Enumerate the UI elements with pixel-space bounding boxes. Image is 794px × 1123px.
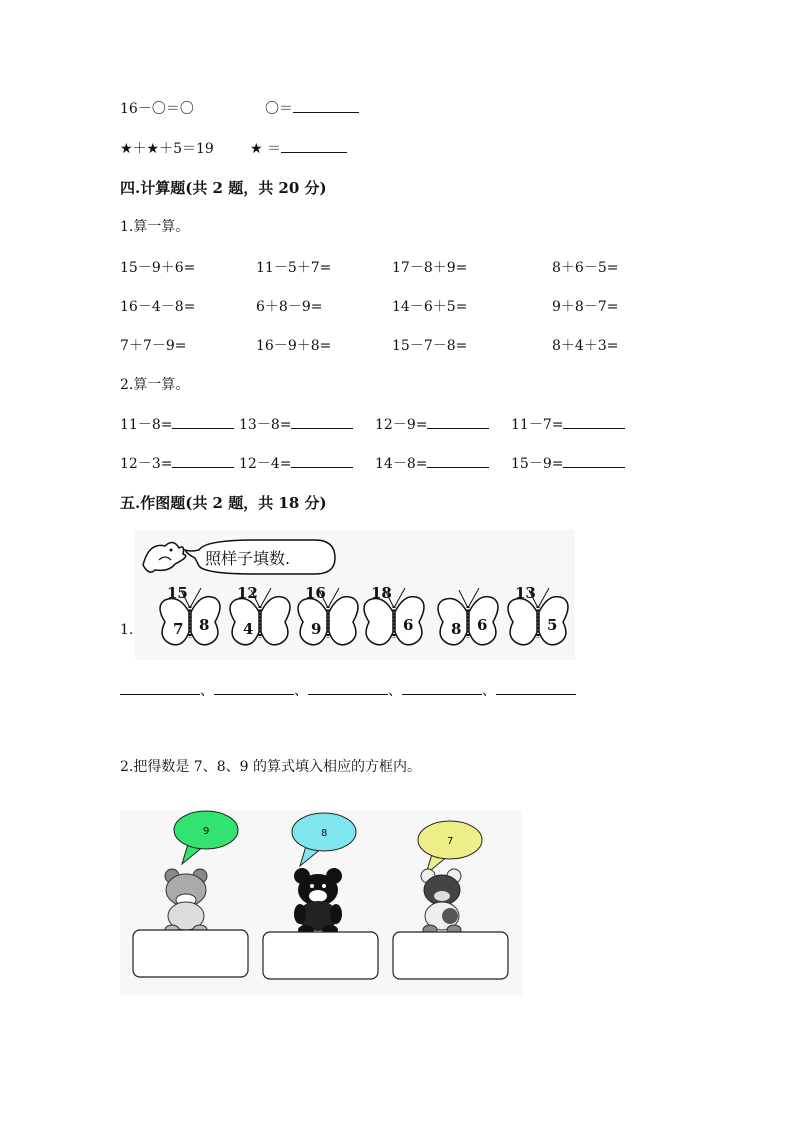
answer-blank[interactable]: [308, 680, 388, 695]
answer-blank[interactable]: [172, 453, 234, 468]
fill-expression: 12－3=: [120, 456, 173, 472]
butterfly-image: [135, 530, 575, 660]
speech-text: 照样子填数.: [205, 549, 291, 568]
butterfly-left-number: 8: [451, 620, 462, 638]
butterfly-right-number: 6: [477, 616, 488, 634]
answer-blank[interactable]: [120, 680, 200, 695]
fill-item: [120, 414, 234, 434]
question-label: 1.算一算。: [120, 219, 190, 235]
answer-blank[interactable]: [172, 414, 234, 429]
fill-item: [375, 414, 489, 434]
speech-bubble: [185, 540, 335, 574]
butterfly-top-number: 15: [167, 584, 188, 602]
equation-circle: [120, 98, 194, 118]
butterfly-answers: [120, 680, 576, 700]
answer-label: 〇＝: [265, 101, 293, 117]
answer-blank[interactable]: [427, 414, 489, 429]
fill-item: [239, 453, 353, 473]
butterfly-left-number: 4: [243, 620, 254, 638]
calc-item: 9＋8－7=: [552, 299, 619, 315]
butterfly-left-number: 7: [173, 620, 184, 638]
fill-item: [120, 453, 234, 473]
fill-expression: 12－9=: [375, 417, 428, 433]
answer-label: ★ ＝: [250, 141, 282, 157]
question-number: 1.: [120, 622, 134, 638]
butterfly-right-number: 5: [547, 616, 558, 634]
answer-blank[interactable]: [214, 680, 294, 695]
answer-blank[interactable]: [563, 414, 625, 429]
answer-blank[interactable]: [427, 453, 489, 468]
calc-item: 8＋4＋3=: [552, 338, 619, 354]
calc-item: 16－4－8=: [120, 299, 196, 315]
separator: 、: [294, 683, 308, 699]
calc-item: 15－9＋6=: [120, 260, 196, 276]
fill-expression: 13－8=: [239, 417, 292, 433]
calc-item: 14－6＋5=: [392, 299, 468, 315]
calc-item: 16－9＋8=: [256, 338, 332, 354]
calc-item: 6＋8－9=: [256, 299, 323, 315]
separator: 、: [482, 683, 496, 699]
bears-image: [120, 810, 522, 995]
butterfly-top-number: 18: [371, 584, 392, 602]
equation-text: 16－〇＝〇: [120, 101, 194, 117]
answer-blank[interactable]: [402, 680, 482, 695]
answer-blank[interactable]: [293, 98, 359, 113]
fill-expression: 14－8=: [375, 456, 428, 472]
equation-text: ★＋★＋5＝19: [120, 141, 214, 157]
separator: 、: [388, 683, 402, 699]
separator: 、: [200, 683, 214, 699]
fill-item: [511, 453, 625, 473]
answer-box-9[interactable]: [133, 930, 248, 977]
butterfly-top-number: 16: [305, 584, 326, 602]
answer-blank[interactable]: [496, 680, 576, 695]
fill-expression: 11－8=: [120, 417, 173, 433]
answer-box-7[interactable]: [393, 932, 508, 979]
answer-blank[interactable]: [563, 453, 625, 468]
answer-box-8[interactable]: [263, 932, 378, 979]
calc-item: 11－5＋7=: [256, 260, 332, 276]
question-label: 2.把得数是 7、8、9 的算式填入相应的方框内。: [120, 759, 421, 775]
bubble-value: 8: [321, 828, 328, 839]
butterfly-top-number: 12: [237, 584, 258, 602]
butterfly-right-number: 8: [199, 616, 210, 634]
calc-item: 15－7－8=: [392, 338, 468, 354]
calc-item: 7＋7－9=: [120, 338, 187, 354]
fill-item: [375, 453, 489, 473]
butterfly-top-number: 13: [515, 584, 536, 602]
section-title: 五.作图题(共 2 题，共 18 分): [120, 494, 327, 512]
answer-blank[interactable]: [291, 453, 353, 468]
bubble-value: 7: [447, 836, 454, 847]
fill-item: [239, 414, 353, 434]
butterfly-right-number: 6: [403, 616, 414, 634]
butterfly-left-number: 9: [311, 620, 322, 638]
question-label: 2.算一算。: [120, 377, 190, 393]
answer-circle: [265, 98, 359, 118]
answer-blank[interactable]: [281, 138, 347, 153]
bubble-value: 9: [203, 826, 210, 837]
answer-star: [250, 138, 347, 158]
fill-expression: 11－7=: [511, 417, 564, 433]
fill-expression: 12－4=: [239, 456, 292, 472]
section-title: 四.计算题(共 2 题，共 20 分): [120, 179, 327, 197]
fill-item: [511, 414, 625, 434]
answer-blank[interactable]: [291, 414, 353, 429]
equation-star: [120, 138, 214, 158]
fill-expression: 15－9=: [511, 456, 564, 472]
calc-item: 8＋6－5=: [552, 260, 619, 276]
calc-item: 17－8＋9=: [392, 260, 468, 276]
